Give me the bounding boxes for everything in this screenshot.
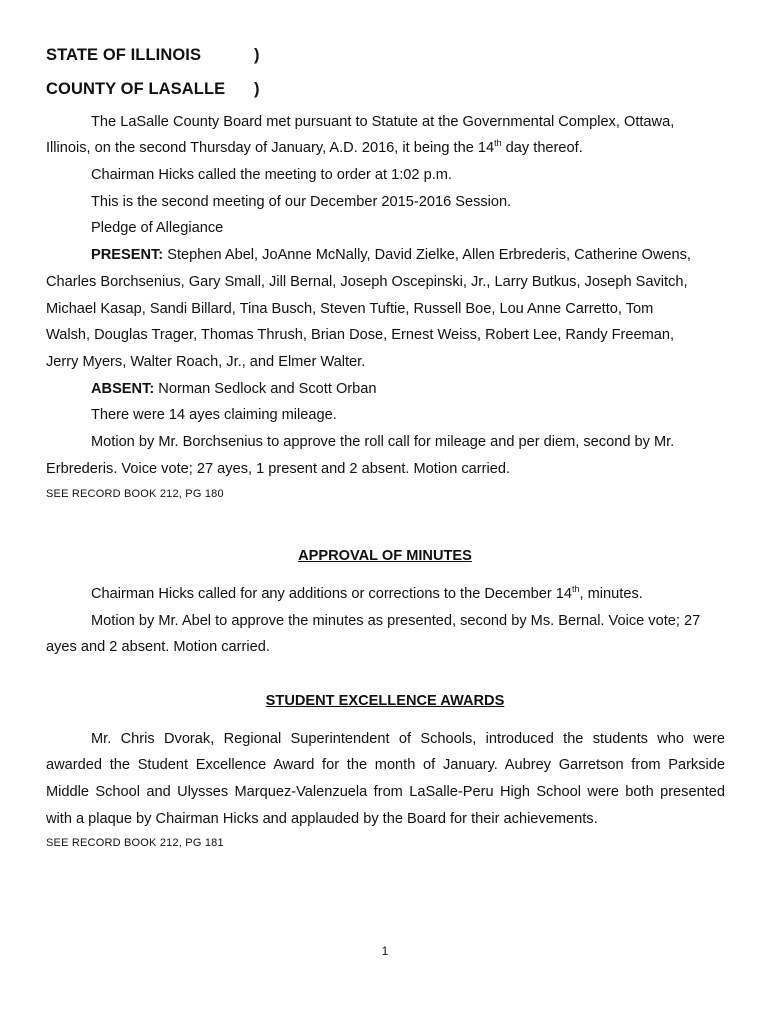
present-line-5: Jerry Myers, Walter Roach, Jr., and Elmer Walter. [46,354,366,370]
present-line-4: Walsh, Douglas Trager, Thomas Thrush, Brian Dose, Ernest Weiss, Robert Lee, Randy Freeman, [46,327,675,343]
session-note: This is the second meeting of our December 2015-2016 Session. [91,194,512,210]
awards-line-4: with a plaque by Chairman Hicks and applauded by the Board for their achievements. [46,811,598,827]
pledge: Pledge of Allegiance [91,220,224,236]
awards-heading [0,693,770,709]
intro-text-b: day thereof. [501,140,583,156]
present-names-1: Stephen Abel, JoAnne McNally, David Zielke, Allen Erbrederis, Catherine Owens, [163,247,691,263]
county-heading [46,80,260,99]
present-line-2: Charles Borchsenius, Gary Small, Jill Bernal, Joseph Oscepinski, Jr., Larry Butkus, Joseph Savitch, [46,274,688,290]
minutes-line-1 [91,586,643,602]
minutes-motion-line-1: Motion by Mr. Abel to approve the minutes as presented, second by Ms. Bernal. Voice vote; 27 [91,613,701,629]
awards-line-1: Mr. Chris Dvorak, Regional Superintendent of Schools, introduced the students who were [91,731,725,747]
call-to-order: Chairman Hicks called the meeting to order at 1:02 p.m. [91,167,452,183]
county-label: COUNTY OF LASALLE [46,80,226,98]
mileage-motion-line-1: Motion by Mr. Borchsenius to approve the roll call for mileage and per diem, second by Mr. [91,434,675,450]
intro-line-1: The LaSalle County Board met pursuant to Statute at the Governmental Complex, Ottawa, [91,114,675,130]
minutes-motion-line-2: ayes and 2 absent. Motion carried. [46,639,270,655]
page-number: 1 [381,944,389,958]
intro-line-2 [46,140,583,156]
present-label: PRESENT: [91,247,164,263]
record-ref-1: SEE RECORD BOOK 212, PG 180 [46,488,224,500]
minutes-heading-text: APPROVAL OF MINUTES [298,548,472,564]
intro-text-a: Illinois, on the second Thursday of January, A.D. 2016, it being the 14 [46,140,495,156]
mileage-note: There were 14 ayes claiming mileage. [91,407,337,423]
absent-names: Norman Sedlock and Scott Orban [154,381,377,397]
state-heading [46,46,260,65]
minutes-text-a: Chairman Hicks called for any additions or corrections to the December 14 [91,586,573,602]
mileage-motion-line-2: Erbrederis. Voice vote; 27 ayes, 1 present and 2 absent. Motion carried. [46,461,511,477]
county-paren: ) [254,80,260,98]
absent-label: ABSENT: [91,381,155,397]
minutes-text-b: , minutes. [579,586,643,602]
absent-line [91,381,377,397]
awards-line-3: Middle School and Ulysses Marquez-Valenzuela from LaSalle-Peru High School were both presented [46,784,725,800]
awards-line-2: awarded the Student Excellence Award for the month of January. Aubrey Garretson from Parkside [46,757,725,773]
minutes-sup: th [572,584,580,594]
record-ref-2: SEE RECORD BOOK 212, PG 181 [46,837,224,849]
state-paren: ) [254,46,260,64]
awards-heading-text: STUDENT EXCELLENCE AWARDS [265,693,505,709]
present-line-1 [91,247,691,263]
minutes-heading [0,548,770,564]
state-label: STATE OF ILLINOIS [46,46,202,64]
present-line-3: Michael Kasap, Sandi Billard, Tina Busch, Steven Tuftie, Russell Boe, Lou Anne Carretto, Tom [46,301,654,317]
intro-sup: th [494,138,502,148]
